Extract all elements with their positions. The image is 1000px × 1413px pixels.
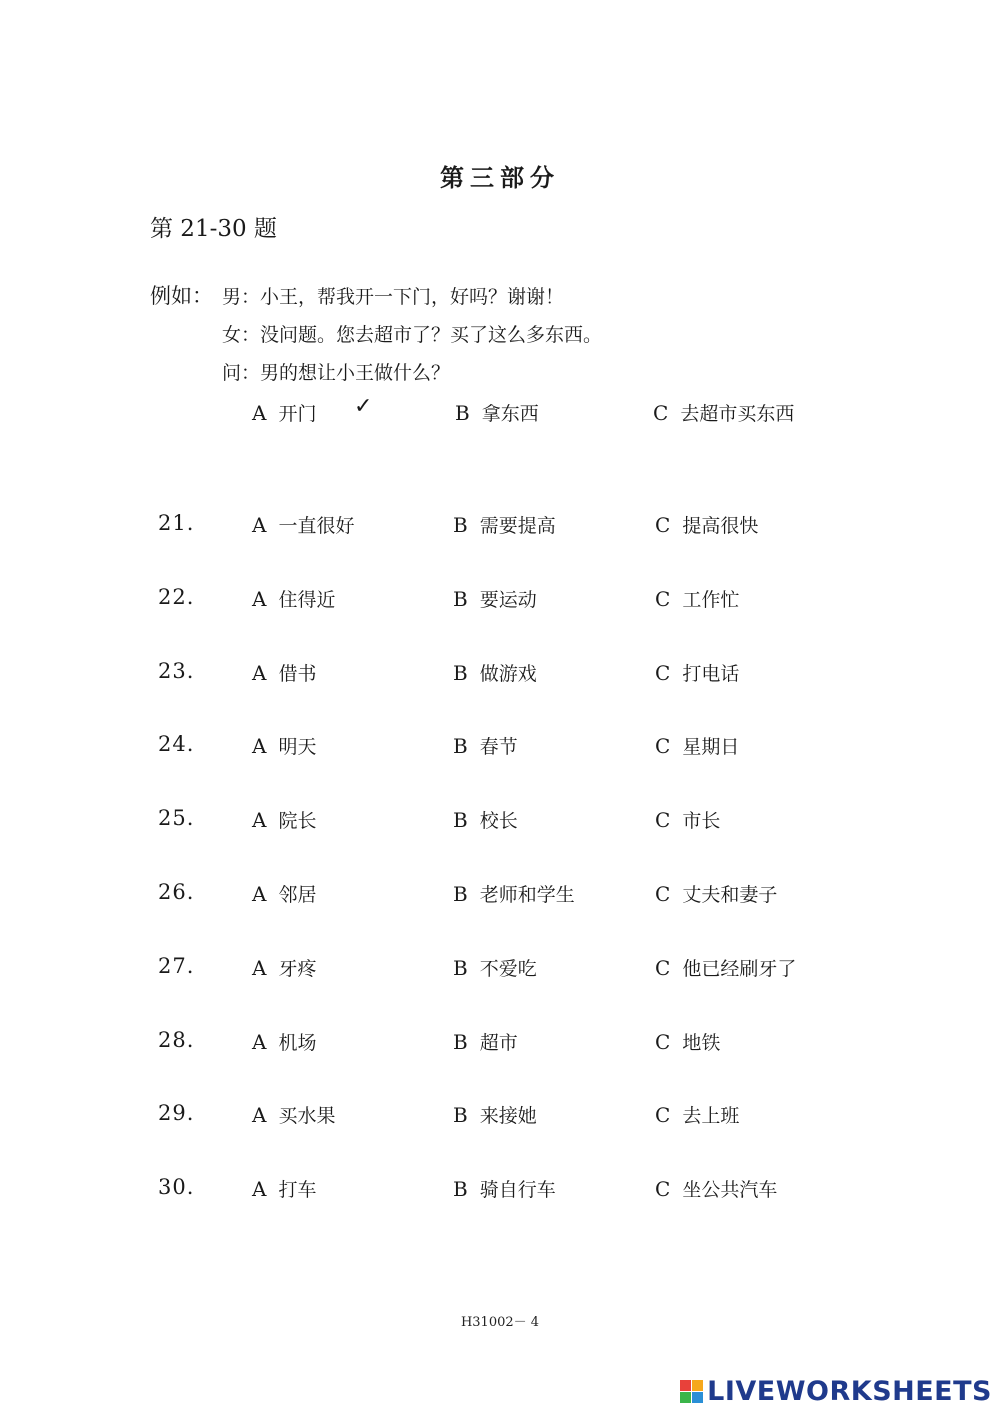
answer-option-c[interactable] (655, 1175, 777, 1202)
option-text: 做游戏 (479, 663, 537, 685)
answer-option-a[interactable] (252, 1028, 316, 1055)
option-letter: B (453, 1177, 468, 1201)
section-range: 第 21-30 题 (150, 216, 277, 242)
example-dialogue-woman: 女：没问题。您去超市了？买了这么多东西。 (222, 324, 603, 346)
option-letter: A (252, 956, 267, 980)
option-text: 买水果 (278, 1105, 336, 1127)
answer-option-c[interactable] (655, 880, 777, 907)
option-text: 坐公共汽车 (682, 1179, 778, 1201)
answer-option-a[interactable] (252, 659, 316, 686)
option-text: 老师和学生 (479, 884, 575, 906)
option-letter: C (655, 1030, 671, 1054)
question-number: 25. (158, 806, 195, 830)
option-letter: B (453, 808, 468, 832)
question-number: 22. (158, 585, 195, 609)
option-text: 工作忙 (682, 589, 740, 611)
option-letter: C (655, 882, 671, 906)
option-letter: A (252, 882, 267, 906)
question-number: 30. (158, 1175, 195, 1199)
part-title: 第三部分 (440, 163, 560, 192)
option-text: 来接她 (479, 1105, 537, 1127)
option-text: 院长 (278, 810, 317, 832)
option-letter: B (453, 1103, 468, 1127)
answer-option-a[interactable] (252, 954, 316, 981)
logo-square (692, 1392, 703, 1403)
answer-option-b[interactable] (453, 659, 537, 686)
answer-option-b[interactable] (453, 954, 537, 981)
answer-option-a[interactable] (252, 880, 316, 907)
option-letter: B (453, 956, 468, 980)
option-text: 去超市买东西 (680, 403, 795, 425)
option-text: 不爱吃 (479, 958, 537, 980)
option-letter: C (655, 808, 671, 832)
answer-option-a[interactable] (252, 585, 335, 612)
answer-option-c[interactable] (655, 511, 758, 538)
option-letter: B (453, 1030, 468, 1054)
option-text: 提高很快 (682, 515, 759, 537)
logo-square (680, 1380, 691, 1391)
answer-option-a[interactable] (252, 806, 316, 833)
option-text: 一直很好 (278, 515, 355, 537)
option-text: 开门 (278, 403, 317, 425)
option-letter: C (655, 734, 671, 758)
answer-option-a[interactable] (252, 511, 354, 538)
answer-option-b[interactable] (453, 880, 575, 907)
page-code: H31002－ 4 (460, 1315, 540, 1330)
answer-option-b[interactable] (453, 1175, 556, 1202)
option-letter: C (655, 1103, 671, 1127)
answer-option-a[interactable] (252, 1175, 316, 1202)
answer-option-c[interactable] (655, 585, 739, 612)
answer-option-b[interactable] (453, 1028, 518, 1055)
example-label: 例如： (150, 284, 213, 308)
example-question: 问：男的想让小王做什么？ (222, 362, 451, 384)
example-option-c (653, 399, 794, 426)
option-text: 市长 (682, 810, 721, 832)
option-letter: A (252, 1177, 267, 1201)
option-letter: A (252, 808, 267, 832)
option-letter: A (252, 513, 267, 537)
question-number: 29. (158, 1101, 195, 1125)
option-text: 邻居 (278, 884, 317, 906)
option-letter: B (453, 587, 468, 611)
option-text: 要运动 (479, 589, 537, 611)
option-letter: C (655, 587, 671, 611)
option-letter: B (453, 882, 468, 906)
option-text: 打车 (278, 1179, 317, 1201)
option-letter: A (252, 734, 267, 758)
question-number: 21. (158, 511, 195, 535)
question-number: 26. (158, 880, 195, 904)
option-letter: A (252, 1103, 267, 1127)
option-letter: B (455, 401, 470, 425)
logo-square (692, 1380, 703, 1391)
option-text: 明天 (278, 736, 317, 758)
option-text: 校长 (479, 810, 518, 832)
option-text: 牙疼 (278, 958, 317, 980)
option-text: 地铁 (682, 1032, 721, 1054)
question-number: 24. (158, 732, 195, 756)
option-text: 骑自行车 (479, 1179, 556, 1201)
option-letter: A (252, 587, 267, 611)
option-letter: A (252, 661, 267, 685)
option-text: 去上班 (682, 1105, 740, 1127)
option-text: 机场 (278, 1032, 317, 1054)
option-text: 春节 (479, 736, 518, 758)
option-letter: C (655, 661, 671, 685)
checkmark-icon: ✓ (354, 394, 373, 419)
example-option-b (455, 399, 539, 426)
option-letter: A (252, 401, 267, 425)
option-letter: C (655, 1177, 671, 1201)
question-number: 27. (158, 954, 195, 978)
answer-option-b[interactable] (453, 585, 537, 612)
answer-option-b[interactable] (453, 511, 556, 538)
answer-option-c[interactable] (655, 1028, 720, 1055)
option-text: 借书 (278, 663, 317, 685)
option-letter: B (453, 513, 468, 537)
example-dialogue-man: 男：小王，帮我开一下门，好吗？谢谢！ (222, 286, 565, 308)
answer-option-c[interactable] (655, 732, 739, 759)
answer-option-a[interactable] (252, 1101, 335, 1128)
option-text: 打电话 (682, 663, 740, 685)
option-text: 他已经刷牙了 (682, 958, 797, 980)
option-letter: C (655, 513, 671, 537)
answer-option-a[interactable] (252, 732, 316, 759)
option-text: 需要提高 (479, 515, 556, 537)
option-letter: B (453, 661, 468, 685)
option-letter: C (653, 401, 669, 425)
brand-name: LIVEWORKSHEETS (707, 1376, 992, 1407)
answer-option-b[interactable] (453, 806, 518, 833)
option-letter: B (453, 734, 468, 758)
option-text: 拿东西 (481, 403, 539, 425)
question-number: 23. (158, 659, 195, 683)
option-letter: C (655, 956, 671, 980)
answer-option-c[interactable] (655, 954, 796, 981)
answer-option-c[interactable] (655, 806, 720, 833)
option-letter: A (252, 1030, 267, 1054)
answer-option-b[interactable] (453, 732, 518, 759)
option-text: 丈夫和妻子 (682, 884, 778, 906)
answer-option-c[interactable] (655, 1101, 739, 1128)
question-number: 28. (158, 1028, 195, 1052)
logo-square (680, 1392, 691, 1403)
answer-option-c[interactable] (655, 659, 739, 686)
option-text: 超市 (479, 1032, 518, 1054)
answer-option-b[interactable] (453, 1101, 537, 1128)
liveworksheets-logo-icon (680, 1380, 703, 1403)
option-text: 星期日 (682, 736, 740, 758)
option-text: 住得近 (278, 589, 336, 611)
liveworksheets-brand[interactable] (680, 1376, 992, 1407)
example-option-a (252, 399, 316, 426)
